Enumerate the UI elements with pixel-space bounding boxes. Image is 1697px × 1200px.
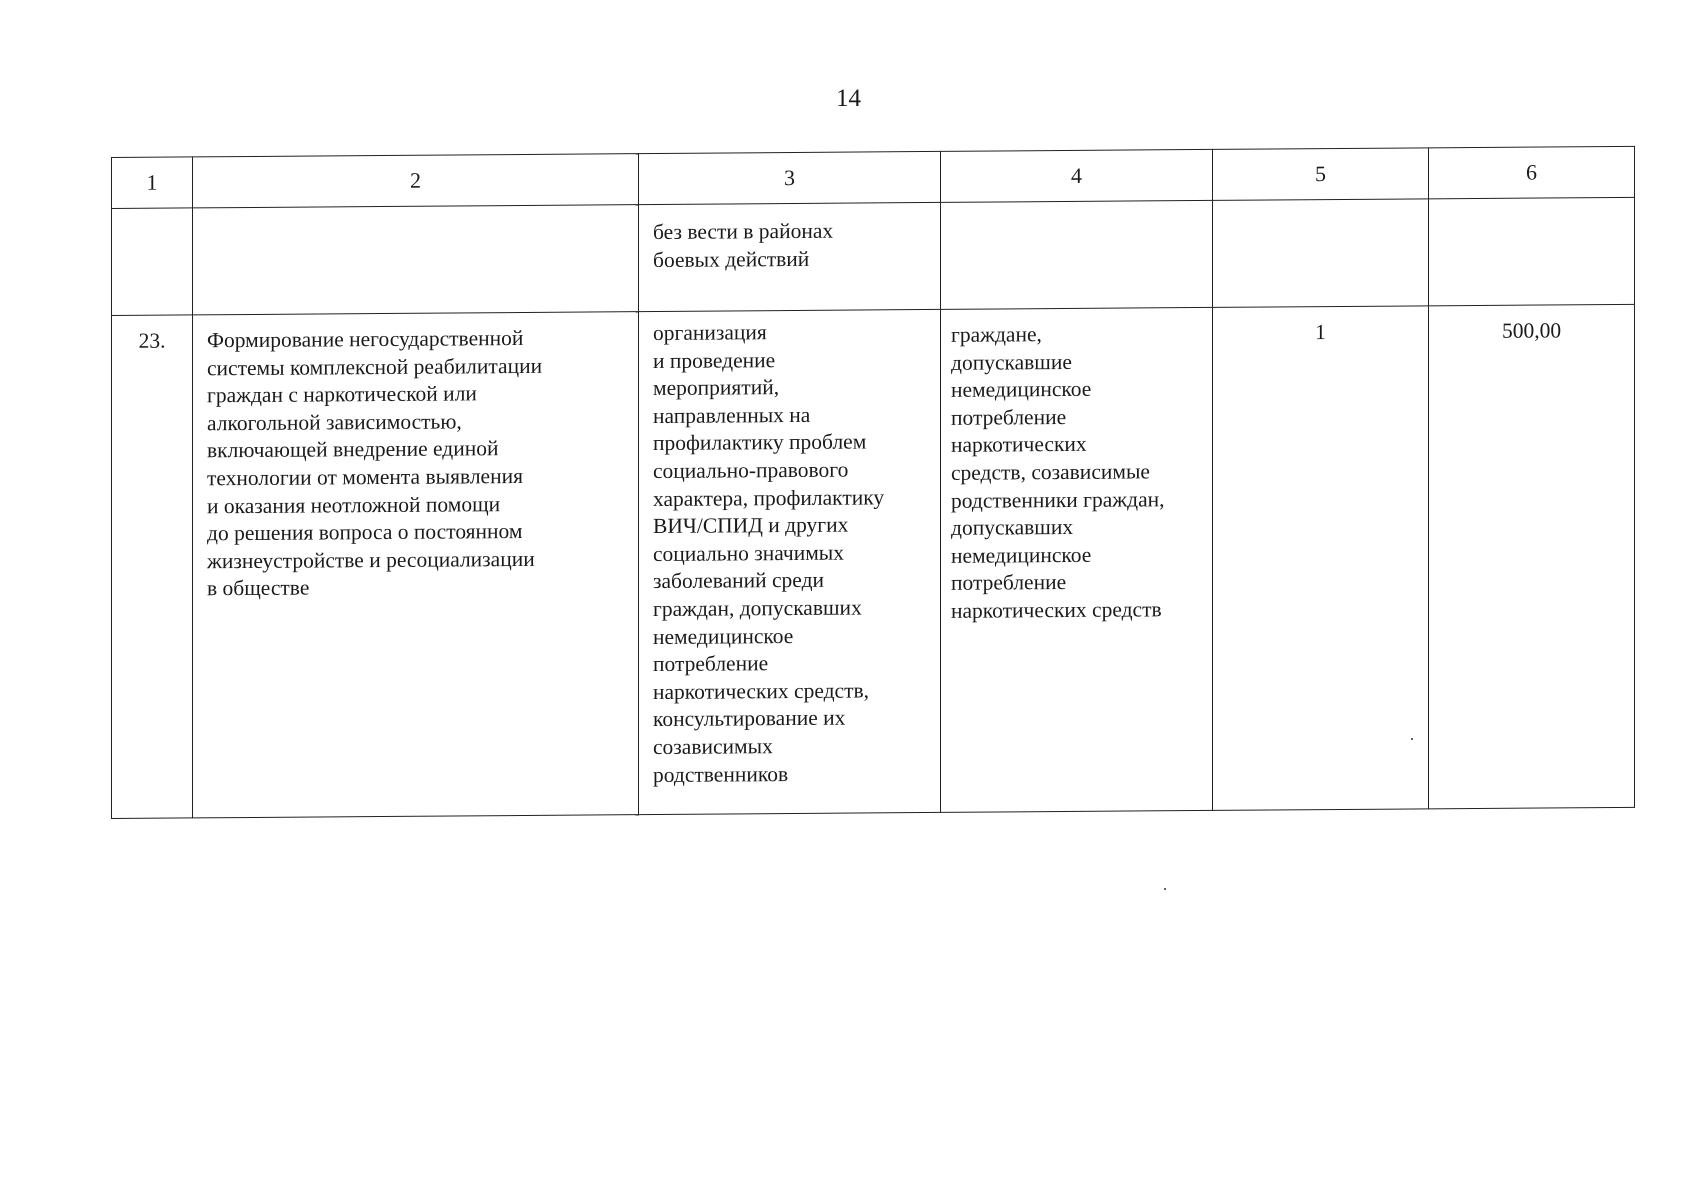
cell-empty	[112, 208, 193, 316]
page-number: 14	[836, 85, 861, 112]
text-line: созависимых	[653, 734, 773, 759]
header-col-6: 6	[1429, 146, 1635, 199]
scan-speck	[1411, 738, 1413, 740]
program-table	[111, 146, 1635, 819]
text-line: родственников	[653, 761, 789, 787]
text-line: боевых действий	[653, 246, 810, 272]
header-col-5: 5	[1213, 148, 1429, 201]
text-line: и оказания неотложной помощи	[207, 491, 501, 518]
table-row-continuation	[112, 197, 1635, 315]
cell-empty	[1213, 199, 1429, 308]
header-col-4: 4	[941, 149, 1213, 202]
text-line: потребление	[951, 404, 1067, 430]
text-line: Формирование негосударственной	[207, 325, 524, 353]
text-line: ВИЧ/СПИД и других	[653, 512, 849, 539]
text-line: допускавших	[951, 515, 1074, 540]
text-line: заболеваний среди	[653, 568, 825, 594]
text-line: средств, созависимые	[951, 459, 1150, 485]
text-line: немедицинское	[951, 377, 1092, 403]
scan-speck	[1164, 888, 1166, 890]
text-line: технологии от момента выявления	[207, 463, 524, 491]
text-line: потребление	[653, 651, 769, 677]
text-line: организация	[653, 320, 767, 346]
text-line: граждане,	[951, 322, 1042, 347]
text-line: системы комплексной реабилитации	[207, 353, 543, 380]
cell-empty	[941, 200, 1213, 309]
table-row-23	[112, 304, 1635, 818]
text-line: немедицинское	[653, 623, 794, 649]
header-col-3: 3	[639, 151, 941, 204]
text-line: допускавшие	[951, 349, 1072, 375]
cell-item-number: 23.	[112, 315, 193, 819]
text-line: немедицинское	[951, 542, 1092, 568]
text-line: без вести в районах	[653, 218, 834, 245]
text-line: консультирование их	[653, 705, 846, 732]
cell-item-target-group	[941, 307, 1213, 812]
text-line: жизнеустройстве и ресоциализации	[207, 546, 535, 574]
text-line: родственники граждан,	[951, 486, 1165, 513]
cell-item-count: 1	[1213, 306, 1429, 811]
text-line: наркотических средств	[951, 597, 1162, 623]
text-line: мероприятий,	[653, 375, 780, 401]
cell-item-title	[193, 312, 639, 818]
text-line: граждан, допускавших	[653, 595, 862, 621]
text-line: наркотических средств,	[653, 678, 869, 704]
text-line: алкогольной зависимостью,	[207, 409, 462, 436]
text-line: граждан с наркотической или	[207, 381, 477, 408]
cell-item-amount: 500,00	[1429, 304, 1635, 809]
text-line: потребление	[951, 570, 1067, 596]
cell-item-activities	[639, 309, 941, 814]
text-line: включающей внедрение единой	[207, 436, 499, 463]
text-line: социально значимых	[653, 540, 845, 566]
text-line: направленных на	[653, 402, 811, 428]
text-line: профилактику проблем	[653, 429, 867, 456]
text-line: социально-правового	[653, 457, 849, 483]
cell-empty	[193, 205, 639, 315]
text-line: наркотических	[951, 432, 1087, 458]
cell-empty	[1429, 197, 1635, 306]
text-line: и проведение	[653, 347, 776, 373]
cell-continuation-text	[639, 202, 941, 311]
header-col-2: 2	[193, 154, 639, 208]
text-line: характера, профилактику	[653, 484, 885, 511]
text-line: до решения вопроса о постоянном	[207, 519, 523, 546]
header-col-1: 1	[112, 157, 193, 209]
text-line: в обществе	[207, 575, 310, 601]
